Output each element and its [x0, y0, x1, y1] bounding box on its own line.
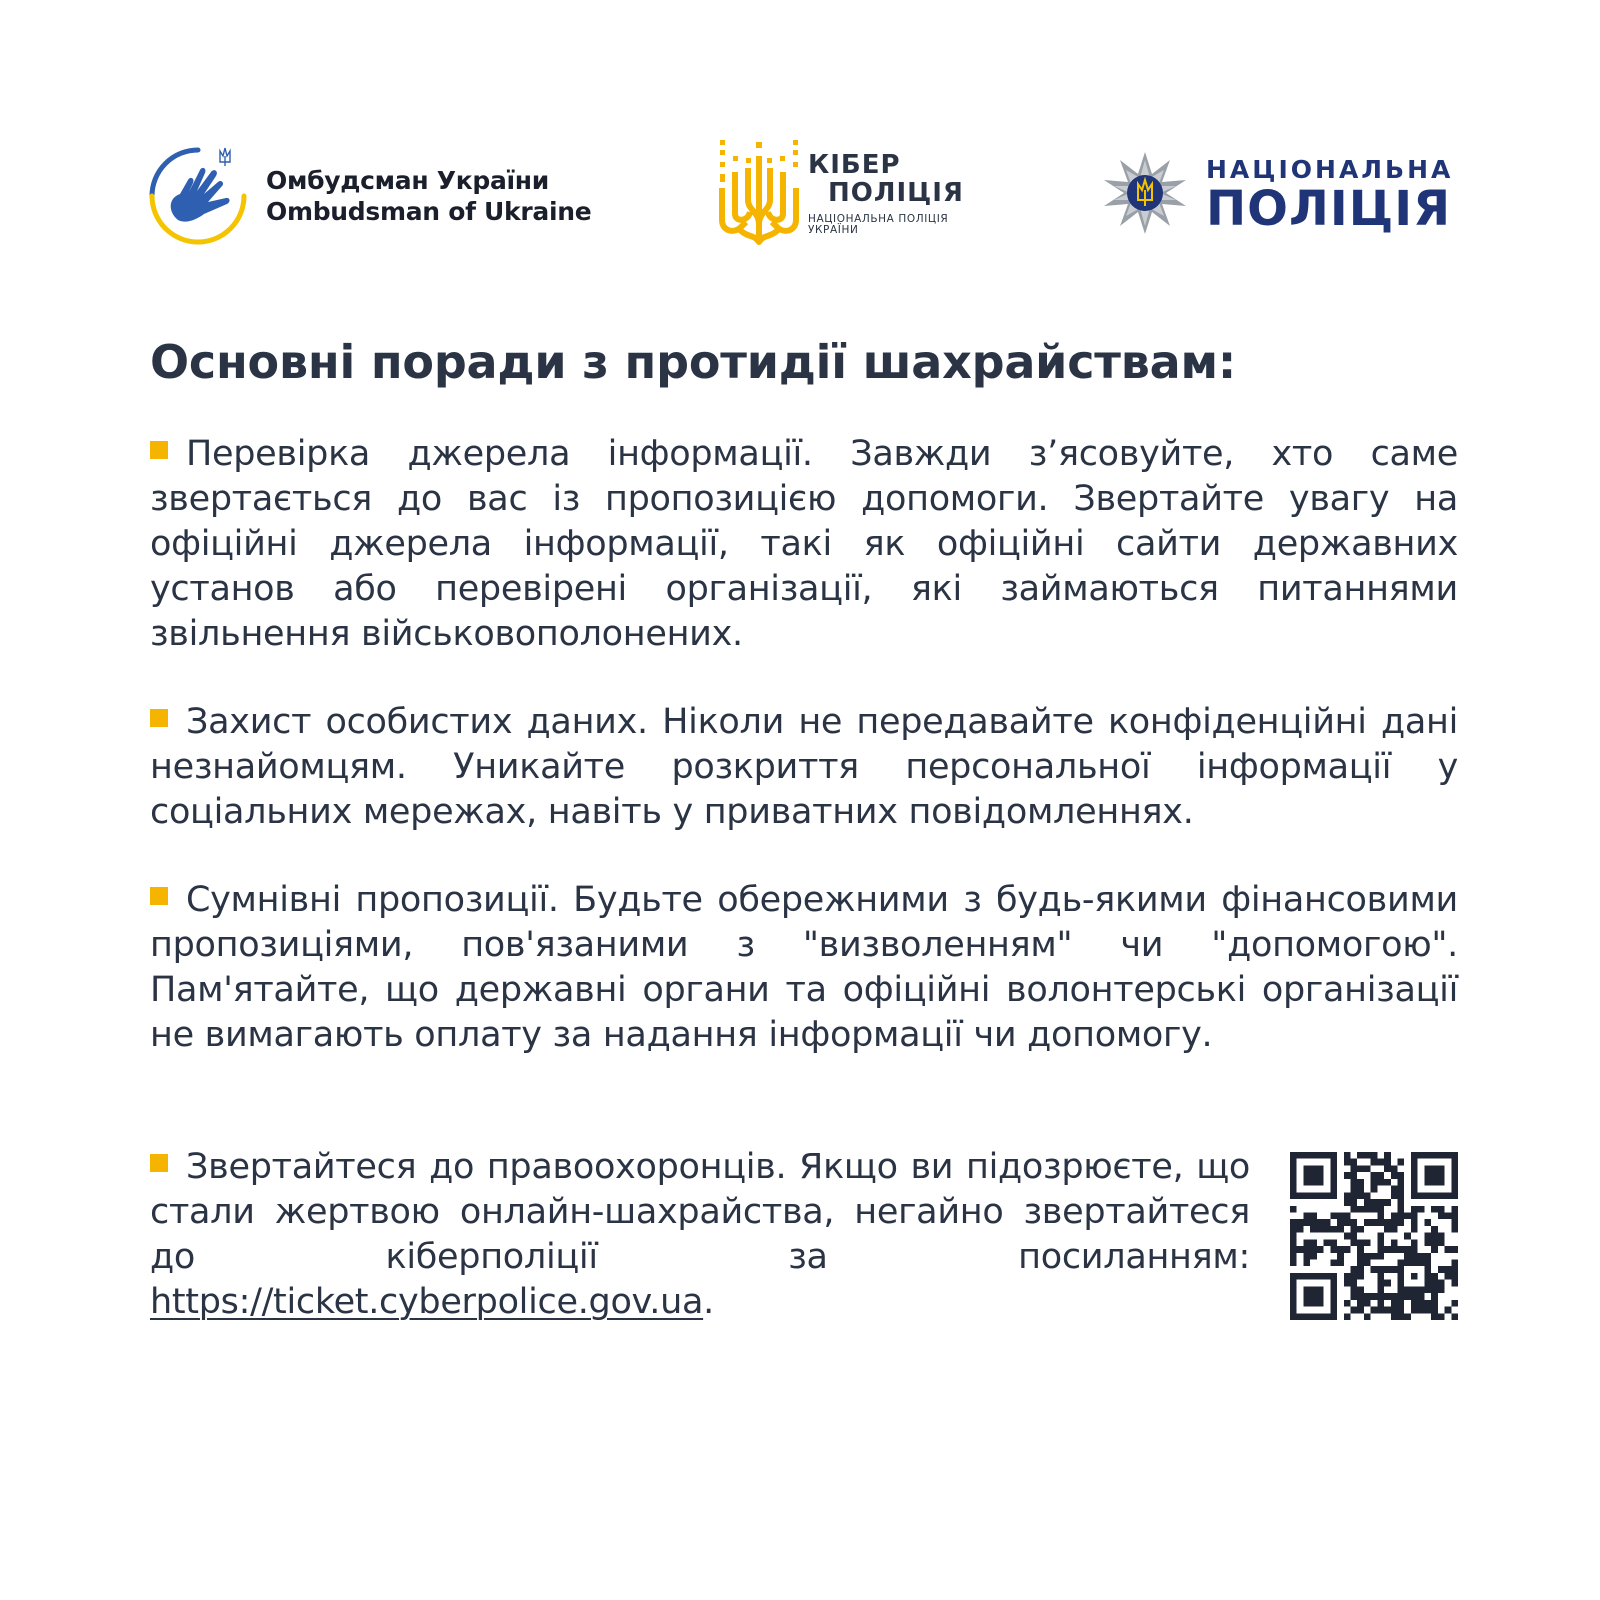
cyber-subtitle-line2: УКРАЇНИ [808, 224, 859, 236]
bullet-square-icon [150, 1154, 168, 1172]
cyber-subtitle-line1: НАЦІОНАЛЬНА ПОЛІЦІЯ [808, 213, 949, 225]
cyber-trident-logo-icon [718, 138, 800, 254]
bullet-square-icon [150, 441, 168, 459]
cyber-word: КІБЕР [808, 150, 901, 180]
tip-item [150, 878, 1458, 1058]
tip-end-punctuation: . [703, 1282, 714, 1322]
tip-text: Захист особистих даних. Ніколи не передавайте конфіденційні дані незнайомцям. Уникайте розкриття персональної інформації у соціальних мережах, навіть у приватних повідомленнях. [150, 702, 1458, 832]
national-word: НАЦІОНАЛЬНА [1206, 155, 1454, 184]
tip-item [150, 1145, 1250, 1325]
cyberpolice-logo [718, 138, 964, 256]
qr-code [1290, 1152, 1458, 1320]
police-word: ПОЛІЦІЯ [828, 178, 964, 208]
tip-item [150, 700, 1458, 835]
tip-item [150, 432, 1458, 657]
ombudsman-name-ua: Омбудсман України [266, 166, 549, 195]
national-police-wordmark [1206, 155, 1454, 237]
ombudsman-hand-logo-icon [148, 146, 248, 246]
tip-text: Сумнівні пропозиції. Будьте обережними з будь-якими фінансовими пропозиціями, пов'язаними з "визволенням" чи "допомогою". Пам'ятайте, що державні органи та офіційні волонтерські організації не вимагають оплату за надання інформації чи допомогу. [150, 880, 1458, 1055]
cyberpolice-wordmark [808, 152, 964, 236]
ombudsman-wordmark [266, 165, 591, 227]
ombudsman-name-en: Ombudsman of Ukraine [266, 197, 592, 226]
police-star-badge-icon [1102, 150, 1188, 240]
qr-code-icon [1290, 1152, 1458, 1320]
page-title: Основні поради з протидії шахрайствам: [150, 335, 1237, 389]
national-police-logo [1102, 150, 1453, 240]
bullet-square-icon [150, 887, 168, 905]
ombudsman-logo [148, 146, 591, 246]
tip-text: Перевірка джерела інформації. Завжди з’ясовуйте, хто саме звертається до вас із пропозицією допомоги. Звертайте увагу на офіційні джерела інформації, такі як офіційні сайти державних установ або перевірені організації, які займаються питаннями звільнення військовополонених. [150, 434, 1458, 654]
bullet-square-icon [150, 709, 168, 727]
police-word-large: ПОЛІЦІЯ [1206, 181, 1452, 237]
tip-text: Звертайтеся до правоохоронців. Якщо ви підозрюєте, що стали жертвою онлайн-шахрайства, негайно звертайтеся до кіберполіції за посиланням: [150, 1147, 1250, 1277]
cyberpolice-ticket-link[interactable]: https://ticket.cyberpolice.gov.ua [150, 1282, 704, 1322]
logo-strip [0, 130, 1600, 260]
